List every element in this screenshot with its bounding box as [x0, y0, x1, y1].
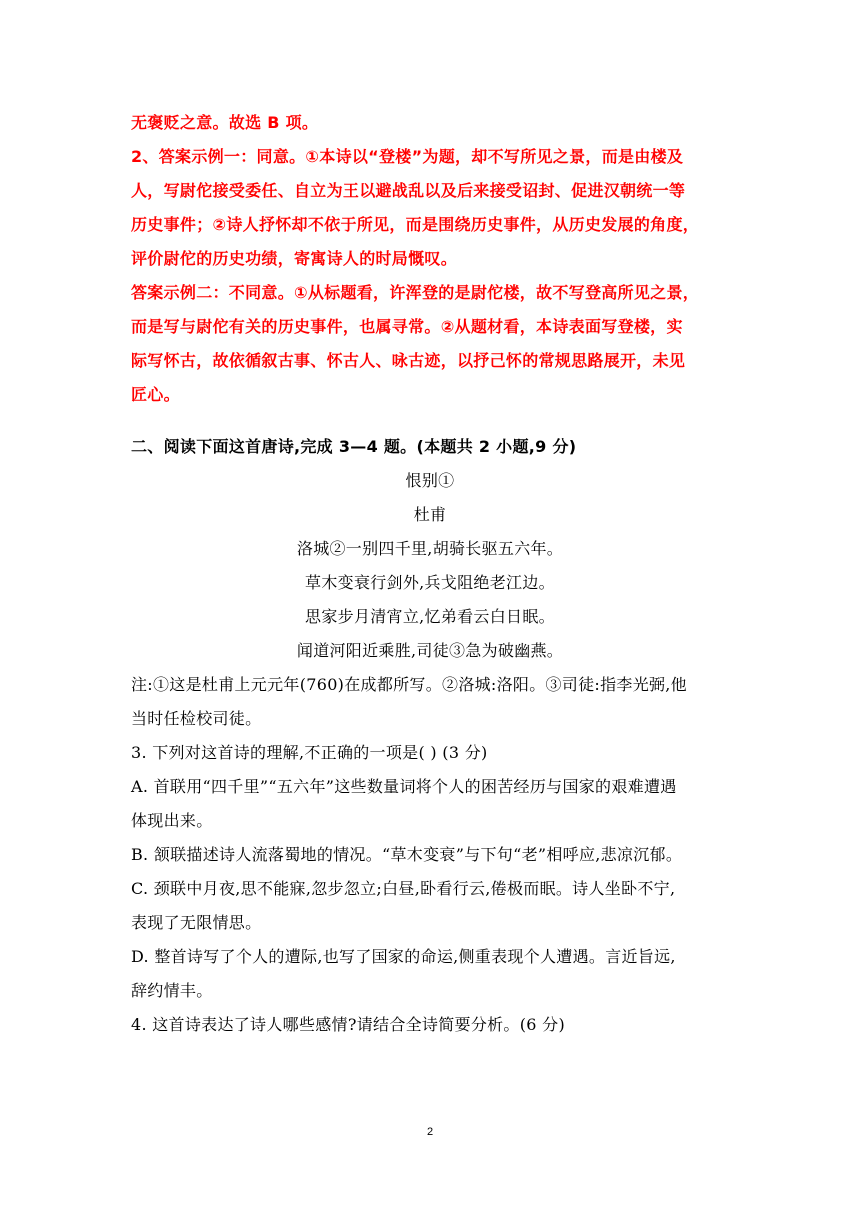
question-stem: 3. 下列对这首诗的理解,不正确的一项是( ) (3 分) [131, 743, 488, 762]
answer-line: 人，写尉佗接受委任、自立为王以避战乱以及后来接受诏封、促进汉朝统一等 [131, 181, 686, 200]
option-line: 体现出来。 [131, 811, 213, 830]
answer-line: 际写怀古，故依循叙古事、怀古人、咏古迹，以抒己怀的常规思路展开，未见 [131, 351, 686, 370]
question-stem: 4. 这首诗表达了诗人哪些感情?请结合全诗简要分析。(6 分) [131, 1015, 565, 1034]
answer-line: 而是写与尉佗有关的历史事件，也属寻常。②从题材看，本诗表面写登楼，实 [131, 317, 683, 336]
poem [131, 464, 729, 668]
poem-verse: 洛城②一别四千里,胡骑长驱五六年。 [296, 539, 564, 558]
answer-line: 历史事件；②诗人抒怀却不依于所见，而是围绕历史事件，从历史发展的角度， [131, 215, 700, 234]
poem-author: 杜甫 [413, 505, 447, 524]
question-4 [131, 1008, 729, 1042]
poem-verse: 草木变衰行剑外,兵戈阻绝老江边。 [305, 573, 555, 592]
option-line: B. 颔联描述诗人流落蜀地的情况。“草木变衰”与下句“老”相呼应,悲凉沉郁。 [131, 845, 683, 864]
poem-verse: 思家步月清宵立,忆弟看云白日眠。 [305, 607, 555, 626]
question-3 [131, 736, 729, 1008]
option-line: C. 颈联中月夜,思不能寐,忽步忽立;白昼,卧看行云,倦极而眠。诗人坐卧不宁, [131, 879, 676, 898]
poem-title: 恨别① [405, 471, 455, 490]
poem-verse: 闻道河阳近乘胜,司徒③急为破幽燕。 [296, 641, 564, 660]
option-line: D. 整首诗写了个人的遭际,也写了国家的命运,侧重表现个人遭遇。言近旨远, [131, 947, 676, 966]
answer-line: 2、答案示例一：同意。①本诗以“登楼”为题，却不写所见之景，而是由楼及 [131, 147, 684, 166]
section-heading: 二、阅读下面这首唐诗,完成 3—4 题。(本题共 2 小题,9 分) [131, 437, 577, 456]
answer-block [131, 106, 729, 412]
answer-line: 匠心。 [131, 385, 180, 404]
option-line: 表现了无限情思。 [131, 913, 262, 932]
note-line: 当时任检校司徒。 [131, 709, 262, 728]
spacer [131, 412, 729, 430]
document-page [131, 106, 729, 1042]
answer-line: 无褒贬之意。故选 B 项。 [131, 113, 319, 132]
option-line: A. 首联用“四千里”“五六年”这些数量词将个人的困苦经历与国家的艰难遭遇 [131, 777, 677, 796]
page-number: 2 [426, 1126, 434, 1138]
note-line: 注:①这是杜甫上元元年(760)在成都所写。②洛城:洛阳。③司徒:指李光弼,他 [131, 675, 687, 694]
answer-line: 评价尉佗的历史功绩，寄寓诗人的时局慨叹。 [131, 249, 458, 268]
option-line: 辞约情丰。 [131, 981, 213, 1000]
answer-line: 答案示例二：不同意。①从标题看，许浑登的是尉佗楼，故不写登高所见之景， [131, 283, 700, 302]
notes [131, 668, 729, 736]
